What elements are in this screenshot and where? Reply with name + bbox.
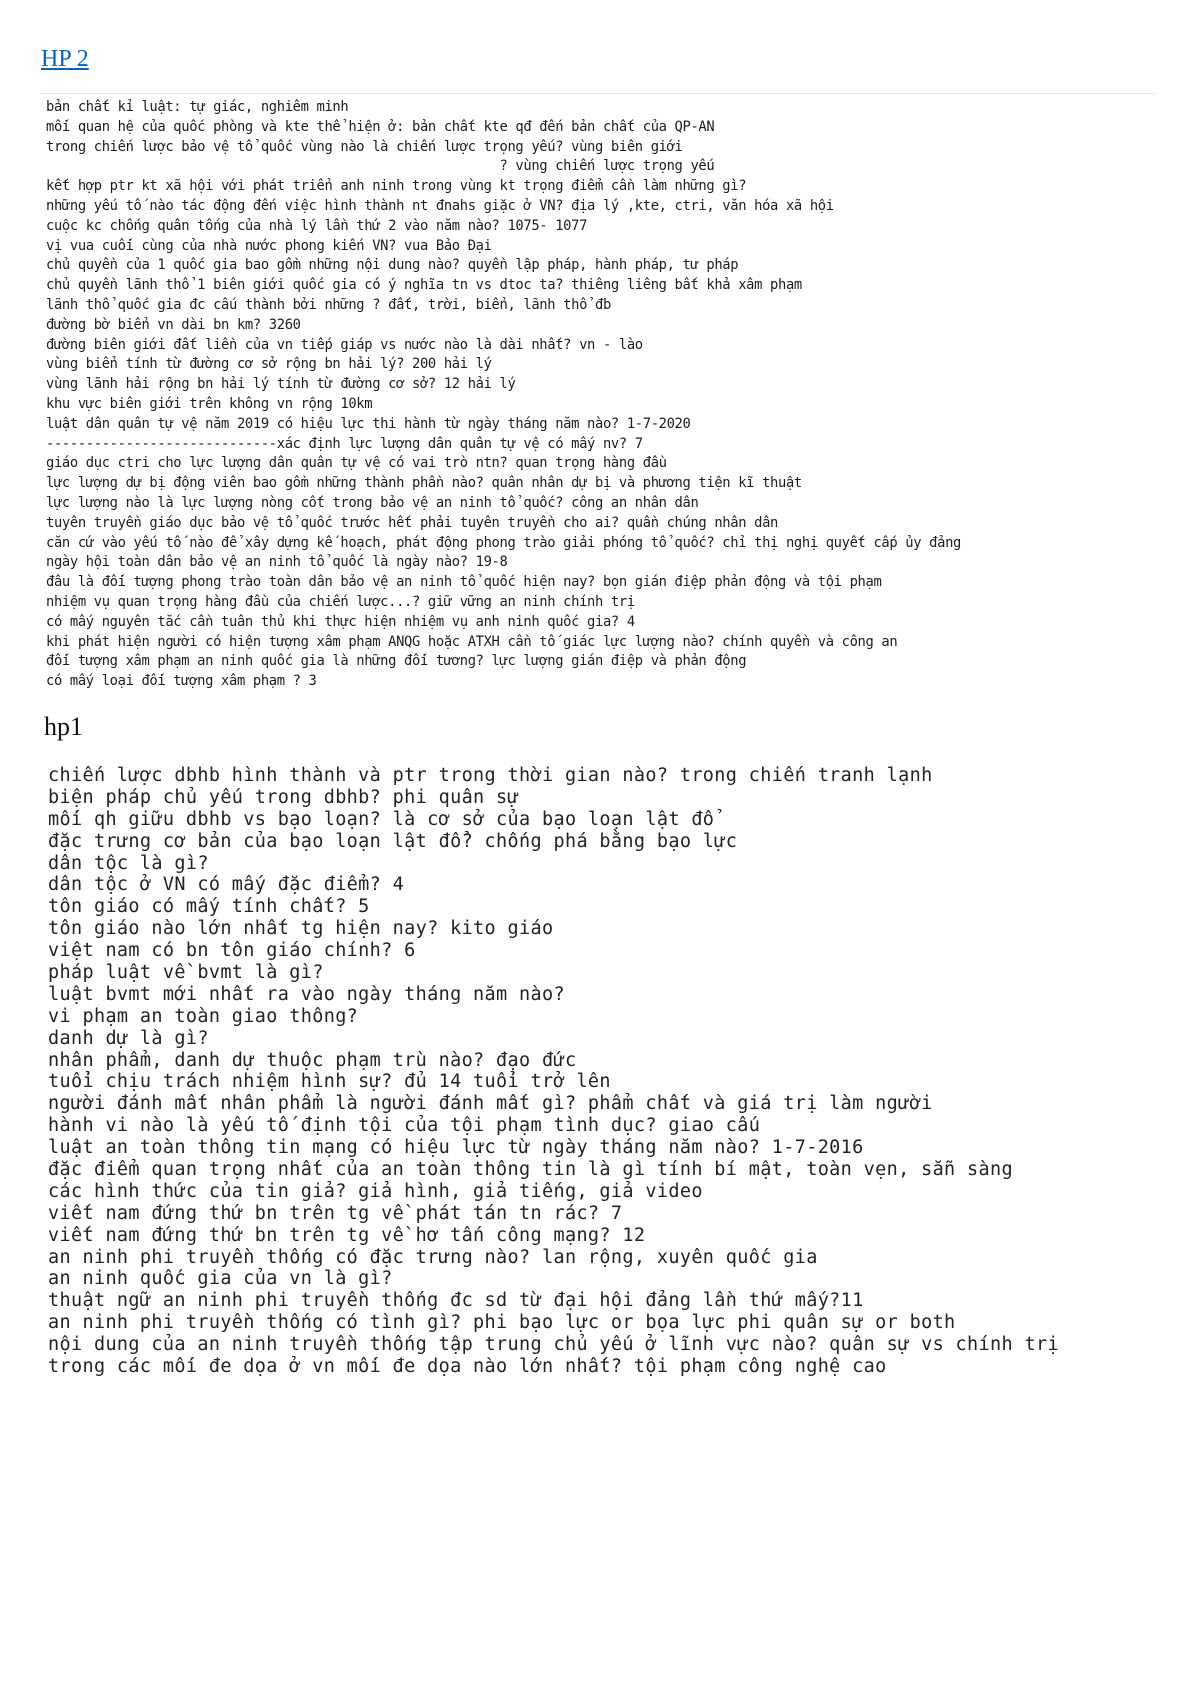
note-line: khu vực biên giới trên không vn rộng 10km [46,395,373,412]
note-line: nhân phẩm, danh dự thuộc phạm trù nào? đạo đức [48,1049,577,1071]
note-line: căn cứ vào yếu tố nào để xây dựng kế hoạch, phát động phong trào giải phóng tổ quốc? chỉ thị nghị quyết cấp ủy đảng [46,534,961,551]
note-line: lực lượng nào là lực lượng nòng cốt trong bảo vệ an ninh tổ quốc? công an nhân dân [46,494,699,511]
note-line: giáo dục ctri cho lực lượng dân quân tự vệ có vai trò ntn? quan trọng hàng đầu [46,455,667,472]
note-line: lực lượng dự bị động viên bao gồm những thành phần nào? quân nhân dự bị và phương tiện kĩ thuật [46,475,802,492]
note-line: khi phát hiện người có hiện tượng xâm phạm ANQG hoặc ATXH cần tố giác lực lượng nào? chính quyền và công an [46,633,898,650]
note-line: người đánh mất nhân phẩm là người đánh mất gì? phẩm chất và giá trị làm người [48,1093,933,1115]
note-line: vị vua cuối cùng của nhà nước phong kiến VN? vua Bảo Đại [46,237,492,254]
note-line: chủ quyền của 1 quốc gia bao gồm những nội dung nào? quyền lập pháp, hành pháp, tư pháp [46,257,739,274]
hp2-notes-image [40,93,1158,695]
note-line: trong các mối đe dọa ở vn mối đe dọa nào lớn nhất? tội phạm công nghệ cao [48,1356,887,1378]
note-line: đặc điểm quan trọng nhất của an toàn thông tin là gì tính bí mật, toàn vẹn, sẵn sàng [48,1159,1013,1181]
note-line: danh dự là gì? [48,1027,209,1049]
hp1-heading: hp1 [44,712,83,741]
note-line: bản chất kỉ luật: tự giác, nghiêm minh [46,99,349,115]
hp2-link[interactable]: HP 2 [41,46,89,72]
note-line: -----------------------------xác định lực lượng dân quân tự vệ có mấy nv? 7 [46,435,643,452]
note-line: những yếu tố nào tác động đến việc hình thành nt đnahs giặc ở VN? địa lý ,kte, ctri, văn hóa xã hội [46,197,834,214]
note-line: lãnh thổ quốc gia đc cấu thành bởi những ? đất, trời, biển, lãnh thổ đb [46,296,611,313]
note-line: an ninh phi truyền thống có đặc trưng nào? lan rộng, xuyên quốc gia [48,1246,818,1268]
note-line: nhiệm vụ quan trọng hàng đầu của chiến lược...? giữ vững an ninh chính trị [46,593,635,610]
note-line: có mấy loại đối tượng xâm phạm ? 3 [46,673,317,690]
note-line: chủ quyền lãnh thổ 1 biên giới quốc gia có ý nghĩa tn vs dtoc ta? thiêng liêng bất khả xâm phạm [46,277,802,294]
note-line: đâu là đối tượng phong trào toàn dân bảo vệ an ninh tổ quốc hiện nay? bọn gián điệp phản động và tội phạm [46,574,882,591]
note-line: đối tượng xâm phạm an ninh quốc gia là những đối tương? lực lượng gián điệp và phản động [46,653,747,670]
note-line: vùng biển tính từ đường cơ sở rộng bn hải lý? 200 hải lý [46,356,492,373]
note-line: tuyên truyền giáo dục bảo vệ tổ quốc trước hết phải tuyên truyền cho ai? quần chúng nhân dân [46,514,778,531]
note-line: tuổi chịu trách nhiệm hình sự? đủ 14 tuổi trở lên [48,1071,611,1093]
note-line: cuộc kc chống quân tống của nhà lý lần thứ 2 vào năm nào? 1075- 1077 [46,217,588,234]
note-line: mối qh giữu dbhb vs bạo loạn? là cơ sở của bạo loạn lật đổ [48,808,715,830]
note-line: có mấy nguyên tắc cần tuân thủ khi thực hiện nhiệm vụ anh ninh quốc gia? 4 [46,613,635,630]
note-line: viết nam đứng thứ bn trên tg về phát tán tn rác? 7 [48,1202,623,1224]
note-line: viết nam đứng thứ bn trên tg về hơ tấn công mạng? 12 [48,1224,646,1246]
note-line: vùng lãnh hải rộng bn hải lý tính từ đường cơ sở? 12 hải lý [46,376,516,393]
note-line: luật an toàn thông tin mạng có hiệu lực từ ngày tháng năm nào? 1-7-2016 [48,1137,864,1159]
note-line: vi phạm an toàn giao thông? [48,1005,359,1027]
note-line: thuật ngữ an ninh phi truyền thống đc sd từ đại hội đảng lần thứ mấy?11 [48,1290,864,1312]
note-line: luật bvmt mới nhất ra vào ngày tháng năm nào? [48,983,565,1005]
hp1-notes-image [40,755,1158,1385]
note-line: chiến lược dbhb hình thành và ptr trong thời gian nào? trong chiến tranh lạnh [48,765,933,786]
note-line: trong chiến lược bảo vệ tổ quốc vùng nào là chiến lược trọng yếu? vùng biên giới [46,138,683,155]
note-line: việt nam có bn tôn giáo chính? 6 [48,940,416,962]
note-line: tôn giáo có mấy tính chất? 5 [48,896,370,918]
note-line: kết hợp ptr kt xã hội với phát triển anh ninh trong vùng kt trọng điểm cần làm những gì? [46,178,747,195]
note-line: đường bờ biển vn dài bn km? 3260 [46,316,301,333]
note-line: dân tộc ở VN có mấy đặc điểm? 4 [48,874,405,896]
note-line: hành vi nào là yếu tố định tội của tội phạm tình dục? giao cấu [48,1115,761,1137]
note-line: nội dung của an ninh truyền thống tập trung chủ yếu ở lĩnh vực nào? quân sự vs chính trị [48,1334,1059,1356]
note-line: mối quan hệ của quốc phòng và kte thể hiện ở: bản chất kte qđ đến bản chất của QP-AN [46,118,715,135]
note-line: ngày hội toàn dân bảo vệ an ninh tổ quốc là ngày nào? 19-8 [46,554,508,571]
note-line: ? vùng chiến lược trọng yếu [46,158,715,175]
note-line: an ninh phi truyền thống có tình gì? phi bạo lực or bọa lực phi quân sự or both [48,1312,956,1334]
note-line: các hình thức của tin giả? giả hình, giả tiếng, giả video [48,1180,703,1202]
note-line: đường biên giới đất liền của vn tiếp giáp vs nước nào là dài nhất? vn - lào [46,336,643,353]
note-line: biện pháp chủ yếu trong dbhb? phi quân sự [48,786,520,808]
note-line: đặc trưng cơ bản của bạo loạn lật đổ? chống phá bằng bạo lực [48,830,738,852]
note-line: an ninh quốc gia của vn là gì? [48,1268,393,1290]
note-line: dân tộc là gì? [48,852,209,874]
note-line: pháp luật về bvmt là gì? [48,962,324,984]
note-line: tôn giáo nào lớn nhất tg hiện nay? kito giáo [48,918,554,940]
note-line: luật dân quân tự vệ năm 2019 có hiệu lực thi hành từ ngày tháng năm nào? 1-7-2020 [46,415,691,432]
